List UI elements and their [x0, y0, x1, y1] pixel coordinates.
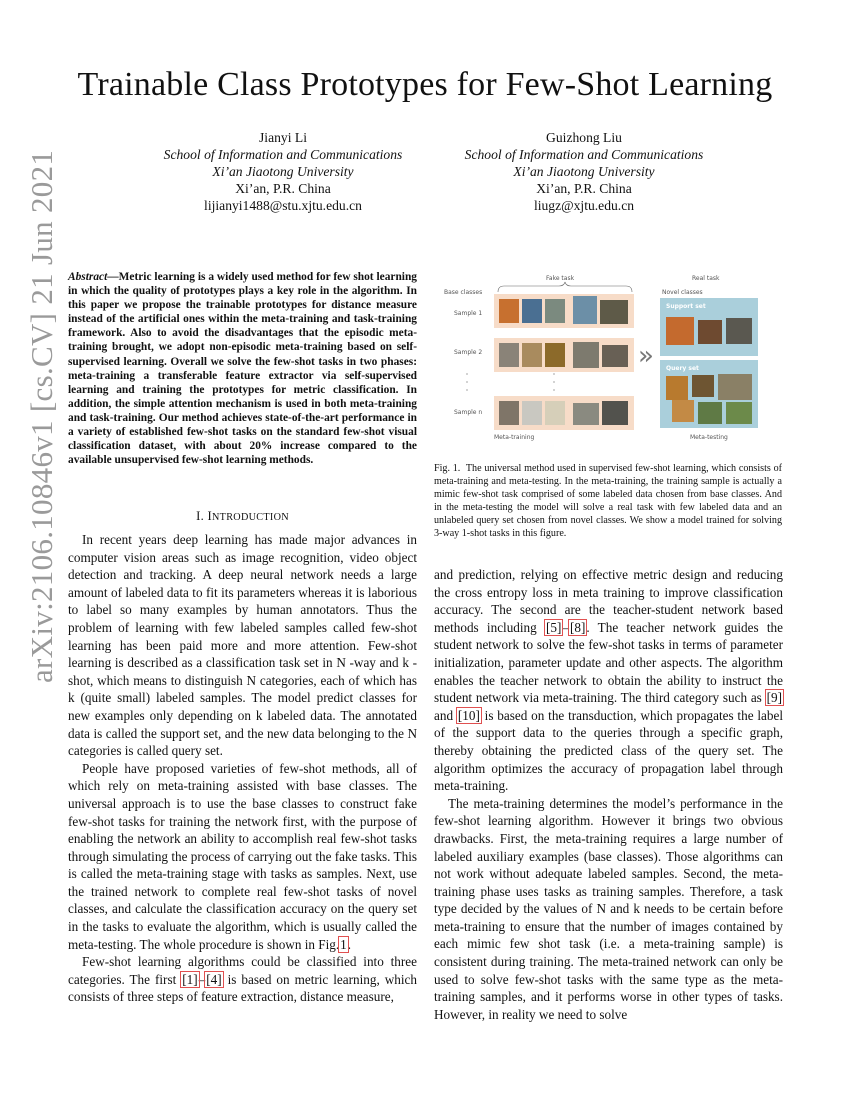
sample-image — [499, 401, 519, 425]
support-set-label: Support set — [666, 303, 706, 310]
sample-image — [499, 299, 519, 323]
sample-row-1 — [494, 294, 634, 328]
citation-link[interactable]: [1] — [182, 971, 198, 987]
sample-image — [545, 401, 565, 425]
query-image — [666, 376, 688, 400]
sample-1-label: Sample 1 — [454, 310, 483, 317]
base-classes-label: Base classes — [444, 289, 483, 296]
query-image — [698, 402, 722, 424]
paragraph-text: Few-shot learning algorithms could be classified into three categories. The first — [68, 954, 417, 987]
arxiv-stamp: arXiv:2106.10846v1 [cs.CV] 21 Jun 2021 — [24, 149, 59, 683]
left-column-body — [68, 531, 417, 1006]
support-image — [698, 320, 722, 344]
paragraph-text: is based on the transduction, which propagates the label of the support data to the queries through a specific graph, thereby obtaining the predicted class of the query set. The algorithm optimizes the accuracy of propagation label through meta-training. — [434, 707, 783, 794]
figure-ref-link[interactable]: 1 — [340, 936, 347, 952]
support-image — [726, 318, 752, 344]
query-set-label: Query set — [666, 365, 699, 372]
paragraph-text: is based on metric learning, which consists of three steps of feature extraction, distance measure, — [68, 971, 417, 1005]
section-title-rest: NTRODUCTION — [212, 512, 289, 523]
sample-image — [573, 403, 599, 425]
author-block-1 — [113, 129, 453, 214]
citation-link[interactable]: [9] — [766, 690, 782, 706]
paragraph-text: . The teacher network guides the student network to solve the few-shot tasks in terms of parameter initialization, parameter update and other aspects. The algorithm enables the teacher network to obtain the ability to instruct the student network via meta-training. The third category such as — [434, 619, 783, 706]
arrow-icon: » — [638, 341, 654, 371]
paragraph — [68, 760, 417, 954]
sample-image — [499, 343, 519, 367]
author-dept: School of Information and Communications — [163, 147, 403, 162]
paragraph-text: People have proposed varieties of few-shot methods, all of which rely on meta-training assisted with base classes. The universal approach is to use the base classes to construct fake few-shot tasks for training the network first, with the purpose of enabling the network an ability to accomplish real few-shot tasks through simulating the process of carrying out the fake tasks. This is called the meta-training stage with tasks as samples. Next, use the trained network to complete real few-shot tasks of novel classes, and calculate the classification accuracy on the query set in the tasks to evaluate the algorithm, which is usually called the meta-testing. The whole procedure is shown in Fig. — [68, 760, 417, 952]
sample-image — [545, 299, 565, 323]
abstract-dash: — — [107, 271, 119, 283]
meta-training-label: Meta-training — [494, 434, 535, 441]
section-title-initial: I — [207, 509, 213, 523]
support-set-panel — [660, 298, 758, 356]
author-city: Xi’an, P.R. China — [235, 181, 331, 196]
real-task-label: Real task — [692, 275, 720, 282]
paragraph-text: – — [198, 971, 206, 987]
paragraph-text: and prediction, relying on effective metric design and reducing the cross entropy loss in meta training to improve classification accuracy. The second are the teacher-student network based methods including — [434, 567, 783, 635]
author-email: lijianyi1488@stu.xjtu.edu.cn — [204, 198, 362, 213]
abstract-body: Metric learning is a widely used method for few shot learning in which the quality of prototypes plays a key role in the algorithm. In this paper we propose the trainable prototypes for distance measure instead of the artificial ones within the meta-training and task-training framework. Also to avoid the disadvantages that the episodic meta-training brought, we adopt non-episodic meta-training based on self-supervised learning. Overall we solve the few-shot tasks in two phases: meta-training a transferable feature extractor via self-supervised learning and training the prototypes for metric classification. In addition, the simple attention mechanism is used in both meta-training and task-training. Our method achieves state-of-the-art performance in a variety of established few-shot tasks on the standard few-shot visual classification dataset, with about 20% increase compared to the available unsupervised few-shot learning methods. — [68, 271, 417, 467]
sample-image — [602, 401, 628, 425]
author-dept: School of Information and Communications — [464, 147, 704, 162]
section-heading-introduction — [68, 509, 417, 524]
sample-image — [602, 345, 628, 367]
sample-image — [522, 299, 542, 323]
right-column-body — [434, 566, 783, 1023]
novel-classes-label: Novel classes — [662, 289, 703, 296]
sample-image — [600, 300, 628, 324]
query-image — [718, 374, 752, 400]
citation-link[interactable]: [5] — [546, 619, 562, 635]
caption-label: Fig. 1. — [434, 463, 461, 474]
sample-image — [573, 296, 597, 324]
author-block-2 — [414, 129, 754, 214]
author-city: Xi’an, P.R. China — [536, 181, 632, 196]
paragraph: The meta-training determines the model’s performance in the few-shot learning algorithm. However it brings two obvious drawbacks. First, the meta-training requires a large number of labeled auxiliary examples (base classes). Those algorithms can not work without adequate labeled samples. Second, the meta-training phase uses tasks as training samples. Therefore, a task type decided by the values of N and k needs to be certain before meta-training to ensure that the number of images contained by each mimic few shot task (i.e. a meta-training sample) is consistent during training. The meta-trained network can only be used to solve few-shot tasks with the same type as the meta-training samples, and it performs worse in other types of tasks. However, in reality we need to solve — [434, 795, 783, 1022]
abstract — [68, 270, 417, 467]
ellipsis-dots — [466, 373, 554, 390]
fake-task-label: Fake task — [546, 275, 575, 282]
sample-image — [545, 343, 565, 367]
citation-link[interactable]: [10] — [457, 707, 480, 723]
paragraph: In recent years deep learning has made major advances in computer vision areas such as image recognition, video object detection and tracking. A deep neural network needs a large amount of labeled data to fit its parameters whereas it is laborious to label so many examples by human annotators. Thus the problem of learning with few labeled samples called few-shot learning has been paid more and more attention. Few-shot learning is described as a classification task set in N -way and k -shot, which means to distinguish N categories, each of which has k (quite small) labeled samples. The model predict classes for new examples only depending on k labeled data. The annotated data is called the support set, and the new data belonging to the N categories is called query set. — [68, 532, 417, 759]
paragraph-text: and — [434, 707, 457, 723]
sample-2-label: Sample 2 — [454, 349, 483, 356]
author-univ: Xi’an Jiaotong University — [513, 164, 655, 179]
sample-image — [522, 401, 542, 425]
sample-row-2 — [494, 338, 634, 372]
author-name: Jianyi Li — [259, 130, 307, 145]
sample-row-n — [494, 396, 634, 430]
paragraph-text: – — [562, 619, 569, 635]
paper-title: Trainable Class Prototypes for Few-Shot Learning — [77, 66, 773, 103]
section-number: I. — [196, 509, 205, 523]
paragraph-text: . — [347, 936, 352, 952]
figure-caption — [434, 463, 782, 540]
query-image — [672, 400, 694, 422]
figure-1 — [434, 272, 782, 444]
sample-image — [522, 343, 542, 367]
support-image — [666, 317, 694, 345]
query-set-panel — [660, 360, 758, 428]
meta-testing-label: Meta-testing — [690, 434, 728, 441]
abstract-heading: Abstract — [68, 271, 108, 283]
citation-link[interactable]: [4] — [206, 971, 222, 987]
citation-link[interactable]: [8] — [569, 619, 586, 635]
sample-image — [573, 342, 599, 368]
query-image — [726, 402, 752, 424]
paragraph — [68, 953, 417, 1006]
author-name: Guizhong Liu — [546, 130, 622, 145]
query-image — [692, 375, 714, 397]
author-email: liugz@xjtu.edu.cn — [533, 198, 635, 213]
paragraph — [434, 566, 783, 795]
sample-n-label: Sample n — [454, 409, 483, 416]
caption-text: The universal method used in supervised few-shot learning, which consists of meta-training and meta-testing. In the meta-training, the training sample is actually a mimic few-shot task comprised of some labeled data chosen from base classes. And in the meta-testing the model will solve a real task with few labeled data and an unlabeled query set chosen from novel classes. We show a model trained for solving 3-way 1-shot tasks in this figure. — [434, 463, 782, 539]
fake-task-brace — [498, 282, 632, 292]
author-univ: Xi’an Jiaotong University — [212, 164, 354, 179]
